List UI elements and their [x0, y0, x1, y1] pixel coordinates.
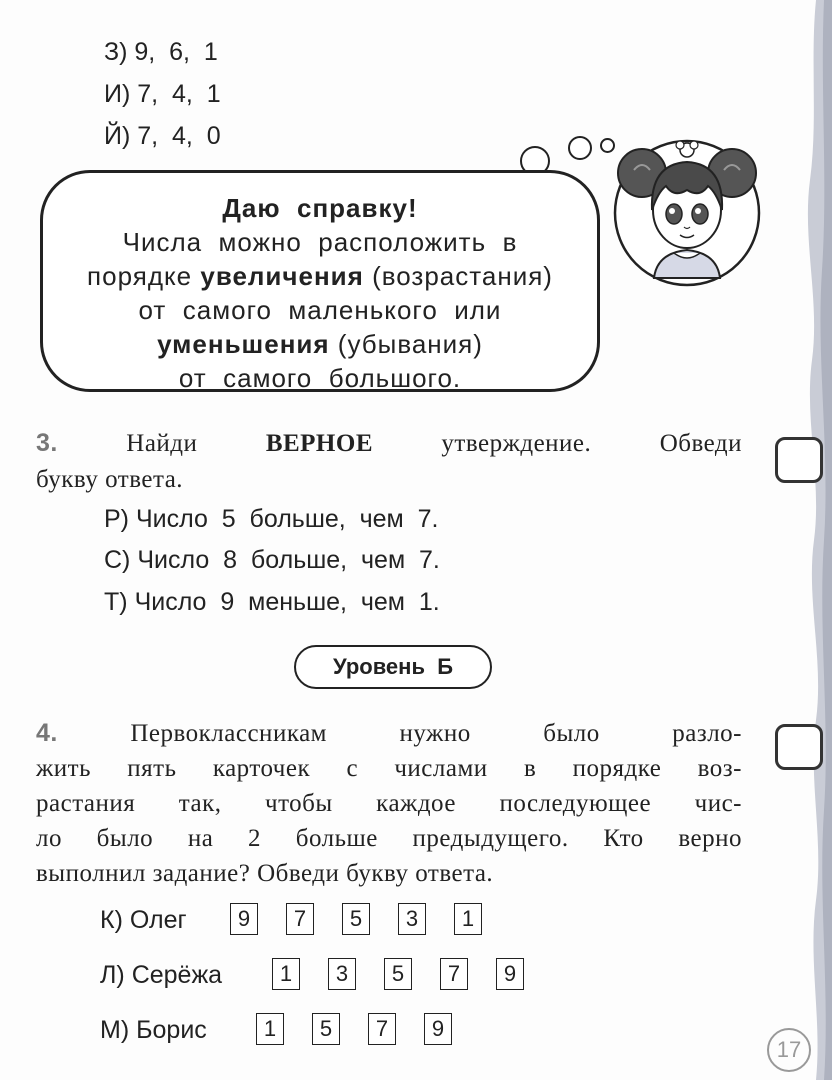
hint-line-1: Числа можно расположить в: [122, 227, 518, 257]
option-y: Й) 7, 4, 0: [104, 122, 221, 150]
task-3-option-s: С) Число 8 больше, чем 7.: [104, 546, 440, 574]
card: 7: [368, 1013, 396, 1045]
card: 1: [272, 958, 300, 990]
answer-k: К) Олег: [100, 906, 187, 934]
option-i: И) 7, 4, 1: [104, 80, 221, 108]
hint-line-3: от самого маленького или: [138, 295, 502, 325]
task-4-line-5: выполнил задание? Обведи букву ответа.: [36, 860, 494, 887]
task-3-line-1: 3. Найди ВЕРНОЕ утверждение. Обведи: [36, 429, 742, 457]
card: 7: [286, 903, 314, 935]
card: 1: [454, 903, 482, 935]
task-3-option-r: Р) Число 5 больше, чем 7.: [104, 505, 439, 533]
hint-bubble: [40, 170, 600, 392]
hint-line-2: порядке увеличения (возрастания): [87, 261, 553, 291]
hint-title: Даю справку!: [222, 193, 418, 223]
card: 3: [328, 958, 356, 990]
task-4-line-4: ло было на 2 больше предыдущего. Кто верно: [36, 825, 742, 852]
card: 9: [424, 1013, 452, 1045]
task-4-line-1: 4. Первоклассникам нужно было разло-: [36, 719, 742, 747]
thought-dot-medium: [568, 136, 592, 160]
level-label: Уровень Б: [294, 645, 492, 689]
card: 9: [496, 958, 524, 990]
task-4-line-3: растания так, чтобы каждое последующее чис-: [36, 790, 742, 817]
card: 5: [312, 1013, 340, 1045]
task-3-option-t: Т) Число 9 меньше, чем 1.: [104, 588, 440, 616]
page-number: 17: [767, 1028, 811, 1072]
card: 3: [398, 903, 426, 935]
task-3-answer-box[interactable]: [775, 437, 823, 483]
girl-character-icon: [612, 128, 762, 298]
card: 5: [384, 958, 412, 990]
option-z: З) 9, 6, 1: [104, 38, 218, 66]
card: 7: [440, 958, 468, 990]
task-4-line-2: жить пять карточек с числами в порядке воз-: [36, 755, 742, 782]
answer-m: М) Борис: [100, 1016, 207, 1044]
answer-l: Л) Серёжа: [100, 961, 223, 989]
task-3-line-2: букву ответа.: [36, 466, 184, 493]
card: 9: [230, 903, 258, 935]
card: 1: [256, 1013, 284, 1045]
hint-line-5: от самого большого.: [178, 363, 462, 393]
hint-line-4: уменьшения (убывания): [157, 329, 483, 359]
card: 5: [342, 903, 370, 935]
task-4-answer-box[interactable]: [775, 724, 823, 770]
